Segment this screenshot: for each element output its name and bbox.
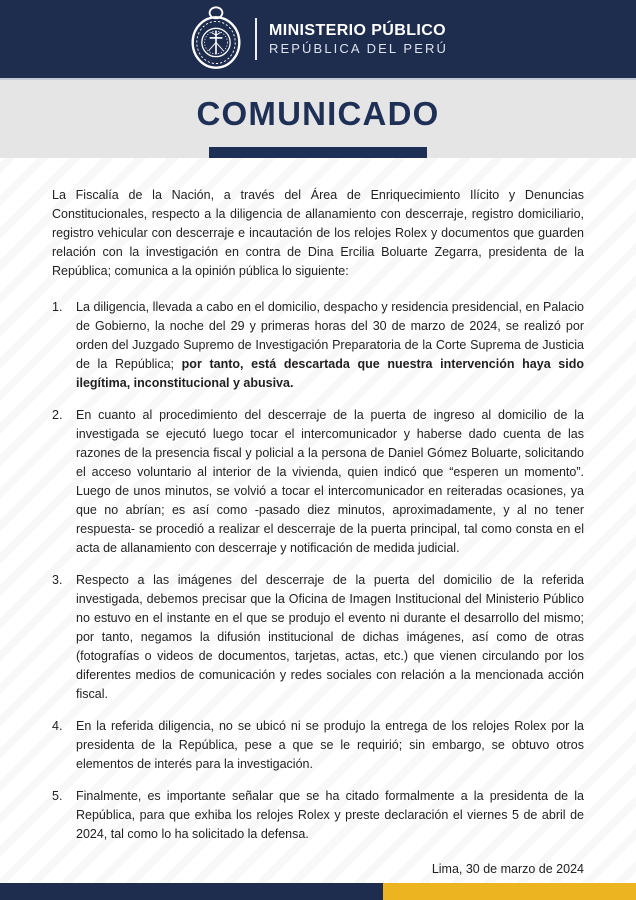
footer-navy-segment bbox=[0, 883, 383, 900]
title-band bbox=[0, 80, 636, 158]
item-number: 1. bbox=[52, 300, 63, 314]
item-text-normal: En cuanto al procedimiento del descerraje de la puerta de ingreso al domicilio de la investigada se ejecutó luego tocar el intercomunicador y haberse dado cuenta de las razones de la presencia fiscal y policial a la persona de Daniel Gómez Boluarte, solicitando el acceso voluntario al interior de la vivienda, quien indicó que “esperen un momento”. Luego de unos minutos, se volvió a tocar el intercomunicador en reiteradas ocasiones, ya que no abrían; es así como -pasado diez minutos, aproximadamente, y al no tener respuesta- se procedió a realizar el descerraje de la puerta principal, tal como consta en el acta de allanamiento con descerraje y notificación de medida judicial. bbox=[76, 408, 584, 555]
item-number: 5. bbox=[52, 789, 63, 803]
footer-gold-segment bbox=[383, 883, 636, 900]
list-item bbox=[52, 717, 584, 774]
item-text-normal: Finalmente, es importante señalar que se ha citado formalmente a la presidenta de la República, para que exhiba los relojes Rolex y preste declaración el viernes 5 de abril de 2024, tal como lo ha solicitado la defensa. bbox=[76, 789, 584, 841]
item-text-bold: por tanto, está descartada que nuestra intervención haya sido ilegítima, inconstitucional y abusiva. bbox=[76, 357, 584, 390]
org-title-block bbox=[269, 22, 448, 57]
list-item bbox=[52, 571, 584, 704]
ministry-seal-icon bbox=[188, 5, 244, 74]
list-item bbox=[52, 787, 584, 844]
item-text bbox=[76, 787, 584, 844]
item-number: 2. bbox=[52, 408, 63, 422]
list-item bbox=[52, 298, 584, 393]
title-underline-bar bbox=[209, 147, 427, 158]
header-divider bbox=[255, 18, 257, 60]
item-number: 4. bbox=[52, 719, 63, 733]
item-text bbox=[76, 717, 584, 774]
item-text-normal: En la referida diligencia, no se ubicó ni se produjo la entrega de los relojes Rolex por la presidenta de la República, pese a que se le requirió; sin embargo, se obtuvo otros elementos de interés para la investigación. bbox=[76, 719, 584, 771]
header bbox=[0, 0, 636, 80]
item-text bbox=[76, 298, 584, 393]
intro-paragraph: La Fiscalía de la Nación, a través del Área de Enriquecimiento Ilícito y Denuncias Constitucionales, respecto a la diligencia de allanamiento con descerraje, registro domiciliario, registro vehicular con descerraje e incautación de los relojes Rolex y documentos que guarden relación con la investigación en contra de Dina Ercilia Boluarte Zegarra, presidenta de la República; comunica a la opinión pública lo siguiente: bbox=[52, 188, 584, 278]
list-item bbox=[52, 406, 584, 558]
item-text-normal: Respecto a las imágenes del descerraje de la puerta del domicilio de la referida investigada, debemos precisar que la Oficina de Imagen Institucional del Ministerio Público no estuvo en el instante en el que se produjo el evento ni durante el desarrollo del mismo; por tanto, negamos la difusión institucional de dichas imágenes, así como de otras (fotografías o videos de documentos, tarjetas, actas, etc.) que vienen circulando por los diferentes medios de comunicación y redes sociales con relación a la mencionada acción fiscal. bbox=[76, 573, 584, 701]
item-text bbox=[76, 406, 584, 558]
item-text bbox=[76, 571, 584, 704]
dateline: Lima, 30 de marzo de 2024 bbox=[431, 862, 584, 876]
org-subtitle: REPÚBLICA DEL PERÚ bbox=[269, 41, 448, 57]
communique-body bbox=[52, 186, 584, 879]
page-title: COMUNICADO bbox=[196, 95, 440, 132]
item-number: 3. bbox=[52, 573, 63, 587]
org-name: MINISTERIO PÚBLICO bbox=[269, 21, 447, 39]
item-text-normal: La diligencia, llevada a cabo en el domicilio, despacho y residencia presidencial, en Palacio de Gobierno, la noche del 29 y primeras horas del 30 de marzo de 2024, se realizó por orden del Juzgado Supremo de Investigación Preparatoria de la Corte Suprema de Justicia de la República; bbox=[76, 300, 584, 371]
footer-bar bbox=[0, 883, 636, 900]
